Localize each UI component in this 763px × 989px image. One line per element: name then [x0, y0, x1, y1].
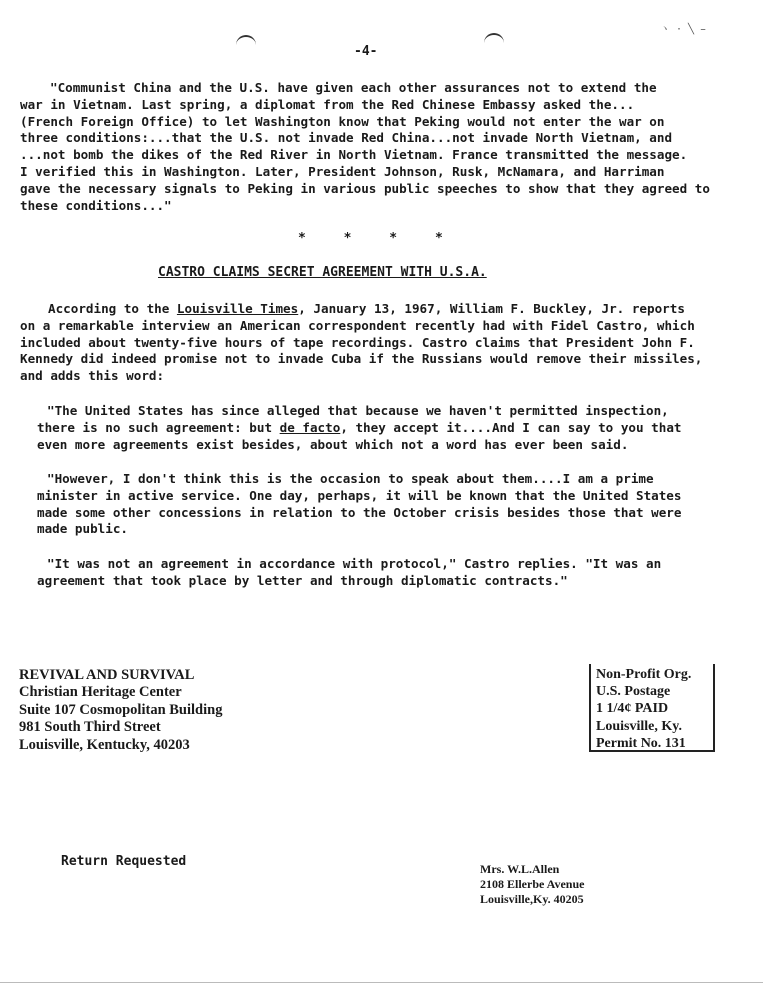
text-line: made public. — [37, 521, 128, 537]
text-fragment: , they accept it....And I can say to you that — [340, 419, 682, 435]
address-line: 981 South Third Street — [19, 719, 161, 736]
castro-quote-3 — [37, 556, 661, 590]
text-fragment: there is no such agreement: but — [37, 419, 280, 435]
text-line: "The United States has since alleged that because we haven't permitted inspection, — [47, 403, 669, 418]
text-line: made some other concessions in relation to the October crisis besides those that were — [37, 504, 682, 520]
section-separator: * * * * — [298, 231, 443, 246]
text-line: "It was not an agreement in accordance with protocol," Castro replies. "It was an — [47, 556, 662, 571]
postage-permit-box — [589, 664, 715, 752]
text-fragment: According to the — [48, 301, 177, 316]
text-line: "However, I don't think this is the occasion to speak about them....I am a prime — [47, 471, 654, 486]
address-line: Suite 107 Cosmopolitan Building — [19, 701, 223, 718]
publication-name: Louisville Times — [176, 301, 299, 316]
text-line: minister in active service. One day, perhaps, it will be known that the United States — [37, 487, 682, 503]
text-line: gave the necessary signals to Peking in various public speeches to show that they agreed to — [20, 180, 710, 196]
page-bottom-edge — [0, 982, 763, 983]
text-line — [20, 301, 702, 318]
text-line: included about twenty-five hours of tape recordings. Castro claims that President John F. — [20, 334, 695, 350]
text-line: Kennedy did indeed promise not to invade Cuba if the Russians would remove their missiles, — [20, 351, 703, 367]
recipient-name: Mrs. W.L.Allen — [480, 862, 560, 876]
article-paragraph — [20, 301, 702, 385]
emphasis-de-facto: de facto — [279, 419, 341, 435]
text-line: these conditions..." — [20, 197, 172, 213]
text-line: "Communist China and the U.S. have given each other assurances not to extend the — [50, 80, 657, 95]
return-requested-label: Return Requested — [61, 854, 187, 869]
recipient-address-label — [480, 862, 584, 907]
text-line: agreement that took place by letter and through diplomatic contracts." — [37, 572, 568, 588]
address-line: Louisville, Kentucky, 40203 — [19, 736, 190, 753]
permit-line: Louisville, Ky. — [596, 718, 682, 734]
text-line: (French Foreign Office) to let Washington know that Peking would not enter the war on — [20, 113, 665, 129]
punch-mark-left — [236, 35, 256, 45]
text-line: on a remarkable interview an American correspondent recently had with Fidel Castro, which — [20, 317, 695, 333]
page-number: -4- — [354, 44, 378, 59]
sender-address — [19, 667, 222, 754]
permit-line: Non-Profit Org. — [596, 667, 692, 682]
castro-quote-1 — [37, 403, 682, 453]
address-line: Christian Heritage Center — [19, 684, 182, 701]
text-line: three conditions:...that the U.S. not invade Red China...not invade North Vietnam, and — [20, 130, 673, 146]
recipient-line: 2108 Ellerbe Avenue — [480, 877, 585, 891]
castro-quote-2 — [37, 471, 681, 538]
quote-paragraph-china — [20, 80, 710, 214]
recipient-line: Louisville,Ky. 40205 — [480, 892, 584, 906]
permit-line: Permit No. 131 — [596, 735, 686, 751]
text-line: I verified this in Washington. Later, President Johnson, Rusk, McNamara, and Harriman — [20, 163, 665, 179]
text-line: war in Vietnam. Last spring, a diplomat from the Red Chinese Embassy asked the... — [20, 96, 635, 112]
text-line: ...not bomb the dikes of the Red River in North Vietnam. France transmitted the message. — [20, 147, 688, 163]
org-name: REVIVAL AND SURVIVAL — [19, 667, 195, 683]
corner-marks: ヽ · ╲ ̵ — [660, 24, 707, 35]
permit-line: U.S. Postage — [596, 684, 671, 700]
text-line: and adds this word: — [20, 368, 165, 384]
text-line — [37, 420, 682, 437]
text-fragment: , January 13, 1967, William F. Buckley, Jr. reports — [298, 301, 685, 316]
permit-line: 1 1/4¢ PAID — [596, 701, 669, 717]
text-line: even more agreements exist besides, about which not a word has ever been said. — [37, 436, 629, 452]
article-headline: CASTRO CLAIMS SECRET AGREEMENT WITH U.S.A. — [158, 265, 487, 280]
punch-mark-right — [484, 33, 504, 43]
